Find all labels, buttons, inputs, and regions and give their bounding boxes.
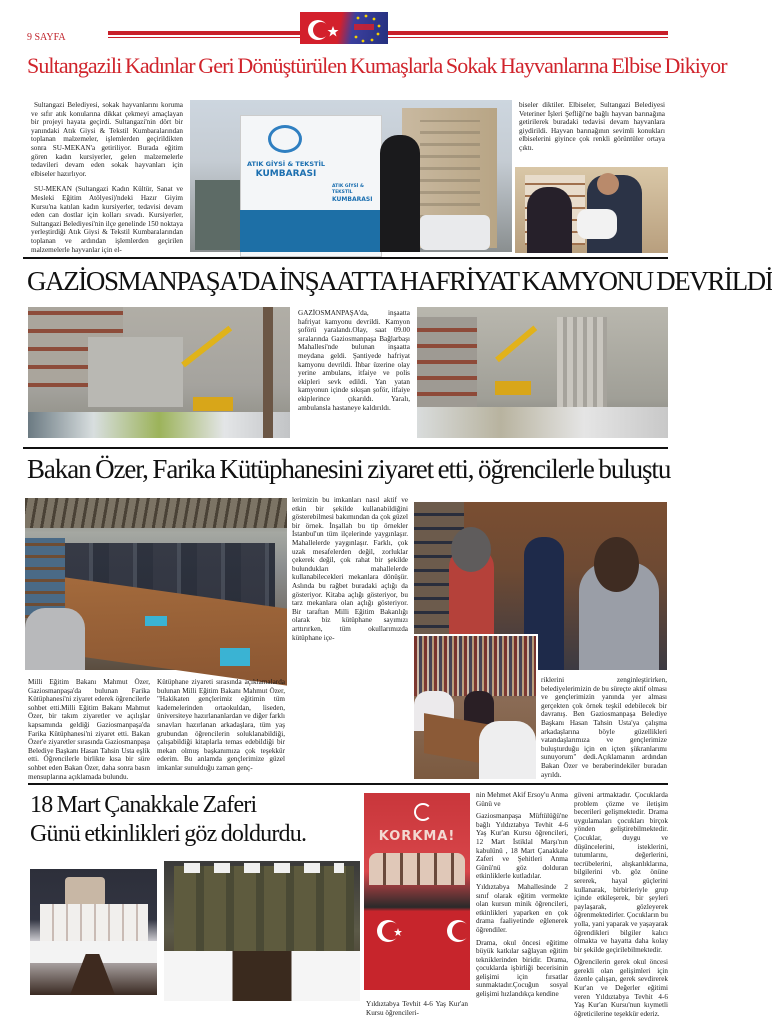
article-4-paragraph-3: Yıldıztabya Mahallesinde 2 sınıf olarak eğitim vermekte olan kursun minik öğrencileri, etkinlikleri yaparken en çok drama faaliyetinde eğlenerek öğrendiler.: [476, 882, 568, 934]
article-3-photo-students-reading: [414, 634, 538, 779]
article-2-headline: GAZİOSMANPAŞA'DA İNŞAATTA HAFRİYAT KAMYONU DEVRİLDİ: [27, 266, 772, 296]
article-4-paragraph-1: nin Mehmet Akif Ersoy'u Anma Günü ve: [476, 791, 568, 808]
article-2-photo-excavator: [417, 307, 668, 438]
article-4-photo-korkma-banner: [364, 793, 470, 990]
article-2-paragraph-1: GAZİOSMANPAŞA'da, inşaatta hafriyat kamyonu devrildi. Kamyon şoförü yaralandı.Olay, saat 09.00 sıralarında Gaziosmanpaşa Bağlarbaşı Mahallesi'nde bulunan inşaatta meydana geldi. Şantiyede hafriyat kamyonu devrildi. İhbar üzerine olay yerine ambulans, itfaiye ve polis ekipleri sevk edildi. Yan yatan kamyonun içinde sıkışan şoför, itfaiye ekiplerince çıkarıldı. Yaralı, ambulansla hastaneye kaldırıldı.: [298, 309, 410, 412]
article-3-paragraph-4: riklerini zenginleştirirken, belediyelerimizin de bu süreçte aktif olması ve gençlerimizin yanında yer alması gerçekten çok örnek teşkil edebilecek bir davranış. Ben Gaziosmanpaşa Belediye Başkanı Hasan Tahsin Usta'ya çalışma arkadaşlarına böyle güzellikleri vatandaşlarımıza ve gençlerimize buluşturduğu için en içten şükranlarımı sunuyorum" dedi.Açıklamanın ardından Bakan Özer ve beraberindekiler buradan ayrıldı.: [541, 676, 667, 779]
article-3-photo-minister-at-table: [25, 498, 287, 670]
article-4-paragraph-5: güveni artmaktadır. Çocuklarda problem çözme ve iletişim becerileri gelişmektedir. Drama uygulamaları çocukları birçok yönden geliştirebilmektedir. Çocuklar, duygu ve düşüncelerini, isteklerini, tutumlarını, değerlerini, tecrübelerini, alışkanlıklarına, bilgilerini vb. göz önüne sererek, hayal güçlerini kullanarak, birbirleriyle grup içinde etkileşerek, bir şeyleri paylaşarak, gözleyerek öğrenmektedirler. Çocukların bu yolla, yani yaparak ve yaşayarak öğrendikleri bilgiler kalıcı olmakta ve hayatta daha kolay bir şekilde geçirilebilmektedir.: [574, 791, 668, 954]
masthead-rule-right-thin: [388, 37, 668, 38]
recycling-sign-line-1: ATIK GİYSİ & TEKSTİL: [246, 160, 326, 168]
masthead-rule-right: [388, 31, 668, 35]
recycling-sign-title: [244, 160, 328, 180]
article-1-paragraph-3: biseler diktiler. Elbiseler, Sultangazi Belediyesi Veteriner İşleri Şefliği'ne bağlı hayvan barınağına getirilerek buradaki tedavisi devam hayvanlara giydirildi. Hayvan barınağının sevimli konukları elbiselerini giyince çok renkli görüntüler ortaya çıktı.: [519, 101, 665, 152]
article-1-paragraph-1: Sultangazi Belediyesi, sokak hayvanlarını koruma ve sıfır atık konularına dikkat çekmeyi amaçlayan bir projeyi hayata geçirdi. Sultangazi'nin dört bir yanındaki Atık Giysi & Tekstil Kumbaralarından toplanan malzemeler, işlemlerden geçirildikten sonra SU-MEKAN'a getiriliyor. Burada eğitim gören kadın kursiyerler, gelen malzemelerle tedavileri devam eden sokak hayvanları için elbiseler hazırlıyor.: [31, 101, 183, 178]
article-3-headline: Bakan Özer, Farika Kütüphanesini ziyaret etti, öğrencilerle buluştu: [27, 454, 671, 484]
article-1-photo-recycling-bin: [190, 100, 512, 252]
korkma-banner-text: KORKMA!: [378, 829, 456, 844]
article-3-column-4: [541, 676, 667, 786]
article-4-paragraph-6: Öğrencilerin gerek okul öncesi gerekli olan gelişimleri için özenle çalışan, gerek sevdirerek Kur'an ve Değerler eğitimi veren Yıldıztabya Tevhit 4-6 Yaş Kur'an Kursu'nun kıymetli öğreticilerine teşekkür ederiz.: [574, 958, 668, 1018]
article-4-paragraph-2: Gaziosmanpaşa Müftülüğü'ne bağlı Yıldıztabya Tevhit 4-6 Yaş Kur'an Kursu öğrencileri, 12 Mart İstiklal Marşı'nın kabulünü , 18 Mart Çanakkale Zaferi ve Şehitleri Anma Günü'nü göz dolduran etkinliklerle kutladılar.: [476, 812, 568, 881]
article-4-photo-caption: Yıldıztabya Tevhit 4-6 Yaş Kur'an Kursu öğrencileri-: [366, 1000, 468, 1017]
section-divider-1: [23, 257, 668, 259]
article-4-headline-line-1: 18 Mart Çanakkale Zaferi: [30, 792, 257, 818]
article-2-text: [298, 309, 410, 419]
article-1-headline: Sultangazili Kadınlar Geri Dönüştürülen Kumaşlarla Sokak Hayvanlarına Elbise Dikiyor: [27, 53, 727, 78]
article-3-paragraph-2: Milli Eğitim Bakanı Mahmut Özer, Gaziosmanpaşa'da bulunan Farika Kütüphanesi'ni ziyaret ederek öğrencilerle sohbet etti.Milli Eğitim Bakanı Mahmut Özer, bir takım ziyaretler ve açılışlar kapsamında geldiği Gaziosmanpaşa'da Farika Kütüphanesi'ni ziyaret etti. Bakan Özer'e ziyaretler sırasında Gaziosmanpaşa Belediye Başkanı Hasan Tahsin Usta eşlik etti. Öğrencilerle birlikte kısa bir süre sohbet eden Bakan Özer, daha sonra basın mensuplarına açıklamada bulundu.: [28, 678, 150, 781]
masthead-rule-left: [108, 31, 300, 35]
section-divider-2: [23, 447, 668, 449]
article-3-column-2: [292, 496, 408, 649]
article-1-column-3: [519, 101, 665, 160]
recycling-sign-side-line-1: ATIK GİYSİ & TEKSTİL: [332, 184, 364, 195]
article-3-paragraph-1: lerimizin bu imkanları nasıl aktif ve etkin bir şekilde kullanabildiğini gösterebilmesi bakımından da çok güzel bir örnek. İnşallah bu tip örnekler İstanbul'un tüm ilçelerinde yaygınlaşır. Mahallelerde yaygınlaşır. Farklı, çok uzak mesafelerden değil, zorluklar çekerek değil, çok rahat bir şekilde bulundukları mahallelerde kullanabilecekleri mekanlara dönüşür. Aslında bu rağbet buradaki açlığı da gösteriyor. Kitaba açlığı gösteriyor, bu tarz mekanlara olan açlığı gösteriyor. Bir taraftan Milli Eğitim Bakanlığı olarak biz kütüphane sayımızı arttırırken, tüm okullarımızda kütüphane içe-: [292, 496, 408, 642]
recycling-sign-line-2: KUMBARASI: [255, 169, 317, 179]
article-2-photo-construction-site: [28, 307, 290, 438]
page-number-label: 9 SAYFA: [27, 32, 66, 43]
article-4-column-2: [476, 791, 568, 999]
section-divider-3: [28, 783, 668, 785]
article-3-column-3: [157, 678, 285, 780]
turkey-eu-flag-logo-icon: [300, 12, 388, 44]
article-4-photo-boys-in-uniform: [164, 861, 360, 1001]
article-1-photo-animal-shelter: [515, 167, 668, 253]
recycling-sign-side: [332, 184, 378, 204]
article-1-paragraph-2: SU-MEKAN (Sultangazi Kadın Kültür, Sanat ve Mesleki Eğitim Atölyesi)'ndeki Hazır Giyim Kursu'na katılan kadın kursiyerler, tedavisi devam eden can dostlar için kolları sıvadı. Kursiyerler, Sultangazi Belediyesi'nin ilçe genelinde 150 noktaya yerleştirdiği Atık Giysi & Tekstil Kumbaralarından toplanan ve ardından işlemlerden geçirilen malzemelerle hayvanlar için el-: [31, 185, 183, 254]
article-3-column-1: [28, 678, 150, 788]
article-4-column-3: [574, 791, 668, 1018]
article-4-paragraph-4: Drama, okul öncesi eğitime büyük katkılar sağlayan eğitim tekniklerinden biridir. Drama, çocuklarda işbirliği becerisinin gelişimi için fırsatlar sunmaktadır.Çocuğun sosyal gelişimi hızlandıkça kendine: [476, 938, 568, 999]
masthead-rule-left-thin: [108, 37, 300, 38]
article-4-photo-girls-in-white: [30, 869, 157, 995]
article-3-paragraph-3: Kütüphane ziyareti sırasında açıklamalarda bulunan Milli Eğitim Bakanı Mahmut Özer, "Hakikaten gençlerimiz eğitimin tüm kademelerinden ortaokuldan, liseden, üniversiteye hazırlananlardan ve diğer farklı sınavları hazırlanan arkadaşlara, tüm yaş grubundan öğrencilerin soluklanabildiği, çalışabildiği kitaplarla temas edebildiği bir mekan olmuş başkanımıza çok teşekkür ederim. Bu anlamda gençlerimize güzel imkanlar sunulduğu zaman genç-: [157, 678, 285, 772]
article-4-headline-line-2: Günü etkinlikleri göz doldurdu.: [30, 821, 307, 847]
article-1-column-1: [31, 101, 183, 261]
turkish-flag-crescent-icon-2: [442, 915, 470, 949]
turkish-flag-crescent-icon: [372, 915, 406, 949]
recycling-sign-side-line-2: KUMBARASI: [332, 196, 373, 203]
article-4-headline: [30, 791, 306, 849]
